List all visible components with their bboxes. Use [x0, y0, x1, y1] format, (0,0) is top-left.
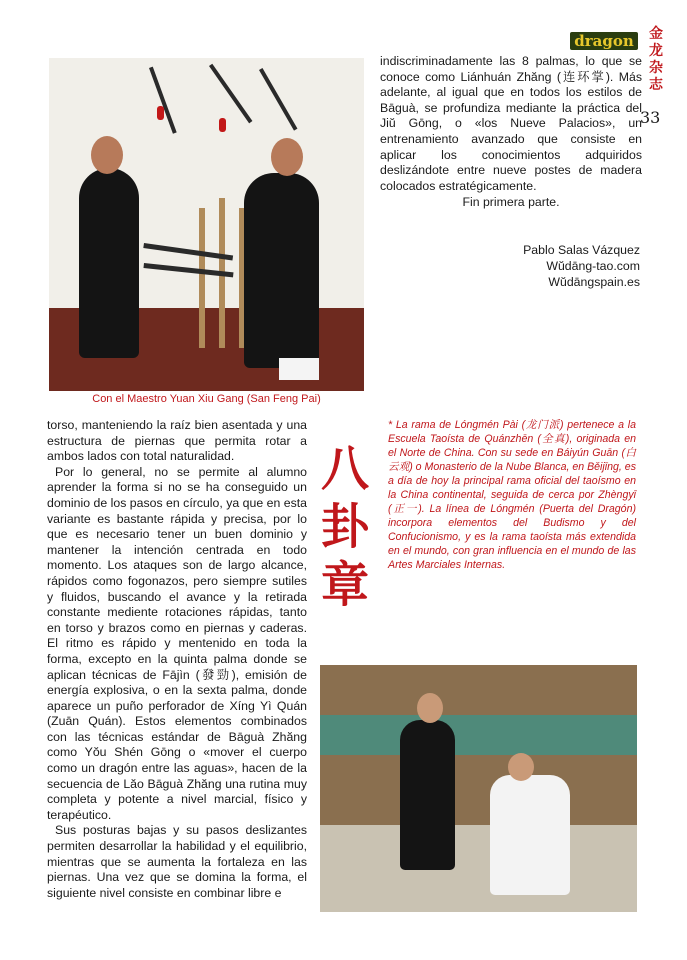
- page-number: 33: [640, 108, 661, 127]
- article-body: [47, 418, 307, 901]
- title-char: 卦: [320, 499, 369, 555]
- magazine-logo: [570, 28, 640, 54]
- bagua-zhang-title: [315, 440, 375, 614]
- photo-outdoor-practice: [320, 665, 637, 912]
- side-char: 杂: [649, 60, 663, 76]
- author-website: Wŭdāng-tao.com: [546, 259, 640, 273]
- logo-text: dragon: [570, 32, 638, 50]
- paragraph: torso, manteniendo la raíz bien asentada y una estructura de piernas que permita rotar a ambos lados con total naturalidad.: [47, 418, 307, 464]
- side-char: 金: [649, 26, 663, 42]
- title-char: 章: [320, 557, 369, 613]
- photo-caption: Con el Maestro Yuan Xiu Gang (San Feng Pai): [92, 393, 321, 405]
- side-title: [646, 26, 666, 94]
- white-uniform-figure: [490, 775, 570, 895]
- article-column-top: [380, 54, 642, 194]
- black-uniform-figure: [400, 720, 455, 870]
- master-figure: [244, 173, 319, 368]
- author-name: Pablo Salas Vázquez: [523, 243, 640, 257]
- side-char: 志: [649, 77, 663, 93]
- student-figure: [79, 168, 139, 358]
- paragraph: Por lo general, no se permite al alumno aprender la forma si no se ha conseguido un dominio de los pasos en círculo, ya que en esta variante es bastante rápida y precisa, por lo que es necesario tener un buen dominio y mantener la intención centrada en todo momento. Los ataques son de largo alcance, rápidos como fogonazos, pero siempre sutiles y fluidos, buscando el avance y la retirada constante mediente rotaciones rápidas, tanto en torso y brazos como en piernas y caderas. El ritmo es rápido y mentenido en toda la forma, excepto en la quinta palma donde se aplican técnicas de Fājìn (發勁), emisión de energía explosiva, o en la sexta palma, donde aparece un puño perforador de Xíng Yì Quán (Zuān Quán). Estos elementos combinados con las técnicas estándar de Bāguà Zhăng como Yŏu Shén Gōng o «mover el cuerpo como un dragón entre las aguas», hacen de la secuencia de Lăo Bāguà Zhăng una rutina muy completa y potente a nivel marcial, físico y terapéutico.: [47, 464, 307, 822]
- part-ending: Fin primera parte.: [462, 195, 560, 209]
- author-block: [430, 242, 640, 290]
- photo-master-training: [49, 58, 364, 391]
- author-website: Wŭdāngspain.es: [548, 275, 640, 289]
- side-char: 龙: [649, 43, 663, 59]
- title-char: 八: [320, 441, 369, 497]
- paragraph: indiscriminadamente las 8 palmas, lo que se conoce como Liánhuán Zhăng (连环掌). Más adelante, al igual que en todos los estilos de Bāguà, se profundiza mediante la práctica del Jiŭ Gōng, o «los Nueve Palacios», un entrenamiento avanzado que consiste en aplicar los conocimientos adquiridos deslizándote entre nueve postes de madera colocados estratégicamente.: [380, 54, 642, 193]
- paragraph: Sus posturas bajas y su pasos deslizantes permiten desarrollar la habilidad y el equilibrio, mientras que se aumenta la fortaleza en las piernas. Una vez que se domina la forma, el siguiente nivel consiste en combinar libre e: [47, 823, 307, 900]
- footnote: * La rama de Lóngmén Pài (龙门派) pertenece a la Escuela Taoísta de Quánzhēn (全真), originada en el Norte de China. Con su sede en Báiyún Guān (白云观) o Monasterio de la Nube Blanca, en Běijīng, es a día de hoy la principal rama oficial del taoísmo en la China continental, seguida de cerca por Zhèngyī (正一). La línea de Lóngmén (Puerta del Dragón) incorpora elementos del Budismo y del Confucionismo, y es la rama taoísta más extendida en el mundo, con gran influencia en el mundo de las Artes Marciales Internas.: [388, 419, 636, 571]
